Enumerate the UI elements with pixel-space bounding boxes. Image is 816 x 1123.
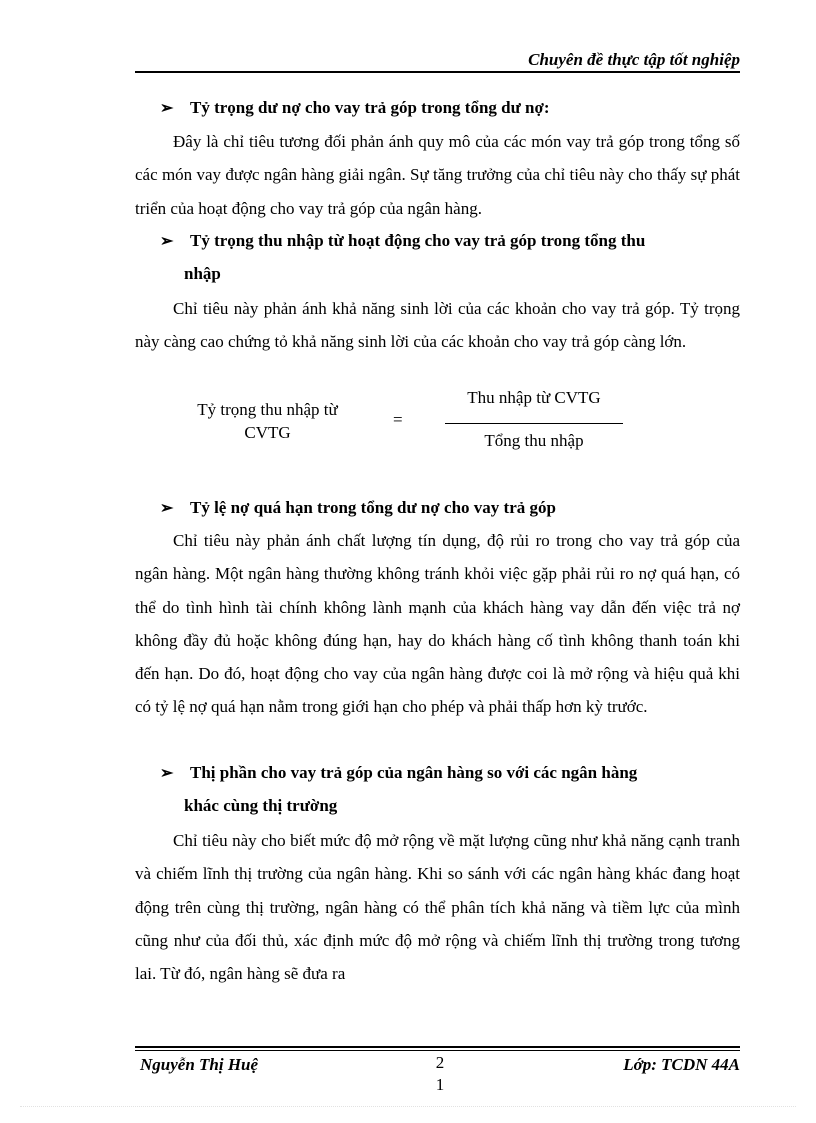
page-bottom-dotted-line: [20, 1106, 796, 1107]
section-heading-text: Tỷ lệ nợ quá hạn trong tổng dư nợ cho vay trả góp: [190, 498, 556, 517]
section-heading-continuation: nhập: [184, 264, 221, 283]
section-heading-1: [160, 92, 740, 125]
section-heading-text: Tỷ trọng thu nhập từ hoạt động cho vay trả góp trong tổng thu: [190, 231, 646, 250]
document-header-title: Chuyên đề thực tập tốt nghiệp: [528, 50, 740, 69]
footer-class: Lớp: TCDN 44A: [623, 1055, 740, 1074]
section-heading-continuation: khác cùng thị trường: [184, 796, 338, 815]
formula-fraction-bar: [445, 423, 623, 424]
section-body-1: Đây là chỉ tiêu tương đối phản ánh quy mô của các món vay trả góp trong tổng số các món vay được ngân hàng giải ngân. Sự tăng trưởng của chỉ tiêu này cho thấy sự phát triển của hoạt động cho vay trả góp của ngân hàng.: [135, 132, 740, 218]
page-number-line-1: 2: [435, 1053, 445, 1072]
section-heading-text: Thị phần cho vay trả góp của ngân hàng so với các ngân hàng: [190, 763, 638, 782]
formula-left-term: Tỷ trọng thu nhập từ CVTG: [197, 400, 338, 442]
footer-rule-thick: [135, 1046, 740, 1048]
arrow-bullet-icon: ➢: [160, 100, 174, 117]
arrow-bullet-icon: ➢: [160, 500, 174, 517]
header-rule: [135, 71, 740, 73]
section-body-4: Chỉ tiêu này cho biết mức độ mở rộng về mặt lượng cũng như khả năng cạnh tranh và chiếm lĩnh thị trường của ngân hàng. Khi so sánh với các ngân hàng khác đang hoạt động trên cùng thị trường, ngân hàng có thể phân tích khả năng và tiềm lực của mình cũng như của đối thủ, xác định mức độ mở rộng và chiếm lĩnh thị trường trong tương lai. Từ đó, ngân hàng sẽ đưa ra: [135, 831, 740, 984]
section-heading-3: [160, 492, 740, 525]
arrow-bullet-icon: ➢: [160, 765, 174, 782]
formula-equals: =: [393, 410, 403, 429]
arrow-bullet-icon: ➢: [160, 233, 174, 250]
formula-denominator: Tổng thu nhập: [484, 431, 584, 450]
footer-rule-thin: [135, 1050, 740, 1051]
page-number: [432, 1052, 448, 1096]
page-number-line-2: 1: [435, 1075, 445, 1094]
section-heading-2: [160, 225, 740, 290]
section-heading-text: Tỷ trọng dư nợ cho vay trả góp trong tổng dư nợ:: [190, 98, 550, 117]
section-body-2: Chỉ tiêu này phản ánh khả năng sinh lời của các khoản cho vay trả góp. Tỷ trọng này càng cao chứng tỏ khả năng sinh lời của các khoản cho vay trả góp càng lớn.: [135, 299, 740, 352]
section-body-3: Chỉ tiêu này phản ánh chất lượng tín dụng, độ rủi ro trong cho vay trả góp của ngân hàng. Một ngân hàng thường không tránh khỏi việc gặp phải rủi ro nợ quá hạn, có thể do tình hình tài chính không lành mạnh của khách hàng vay dẫn đến việc trả nợ không đầy đủ hoặc không đúng hạn, hay do khách hàng cố tình không thanh toán khi đến hạn. Do đó, hoạt động cho vay của ngân hàng được coi là mở rộng và hiệu quả khi có tỷ lệ nợ quá hạn nằm trong giới hạn cho phép và phải thấp hơn kỳ trước.: [135, 531, 740, 717]
section-heading-4: [160, 757, 740, 822]
footer-author: Nguyễn Thị Huệ: [140, 1055, 259, 1074]
formula-numerator: Thu nhập từ CVTG: [467, 388, 601, 407]
